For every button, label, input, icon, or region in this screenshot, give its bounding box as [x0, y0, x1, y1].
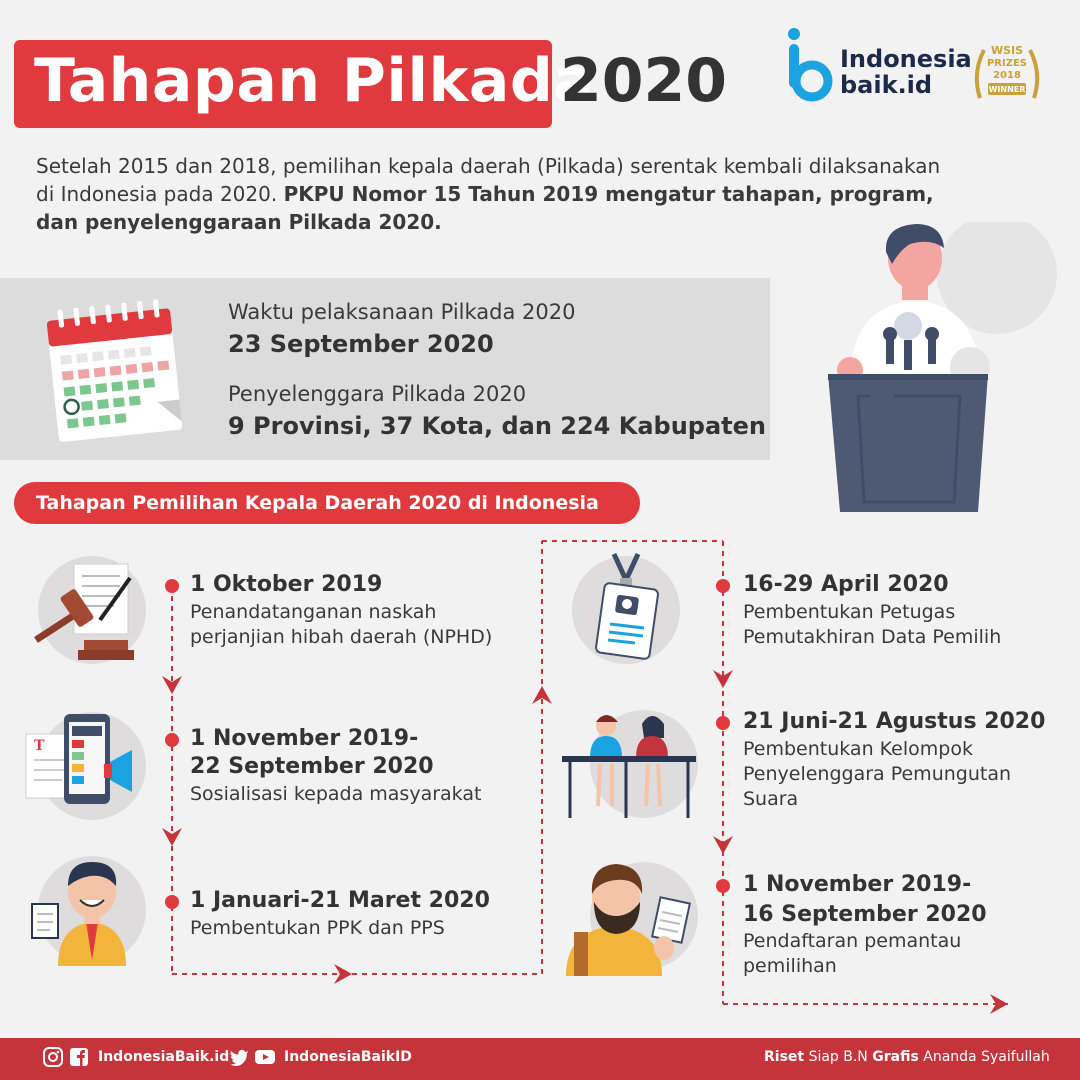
step5-desc-line3: Suara: [743, 788, 799, 810]
badge-line4: WINNER: [988, 85, 1026, 94]
step5-desc-line2: Penyelenggara Pemungutan: [743, 763, 1012, 785]
badge-line3: 2018: [993, 70, 1021, 81]
observer-icon: [564, 860, 700, 976]
step6-desc-line1: Pendaftaran pemantau: [743, 930, 962, 952]
intro-line2-plain: di Indonesia pada 2020.: [36, 182, 284, 206]
facebook-icon[interactable]: [68, 1046, 90, 1068]
footer-handle-social[interactable]: IndonesiaBaikID: [284, 1049, 412, 1065]
logo-line2: baik.id: [840, 71, 933, 99]
youtube-icon[interactable]: [254, 1046, 276, 1068]
credit-line: [764, 1049, 1050, 1065]
badge-line2: PRIZES: [986, 58, 1028, 69]
step5-dot: [716, 716, 730, 730]
step5-desc-line1: Pembentukan Kelompok: [743, 738, 973, 760]
time-label: Waktu pelaksanaan Pilkada 2020: [228, 300, 576, 324]
intro-line2: [36, 180, 1026, 208]
step5-date: 21 Juni-21 Agustus 2020: [743, 709, 1046, 734]
officers-desk-icon: [560, 708, 698, 820]
logo-text: [840, 46, 972, 98]
step2-date-line2: 22 September 2020: [190, 754, 434, 779]
indonesiabaik-logo-icon: [786, 26, 834, 106]
badge-line1: WSIS: [990, 44, 1024, 57]
credit-grafis-label: Grafis: [872, 1049, 919, 1065]
step3-desc-line1: Pembentukan PPK dan PPS: [190, 917, 445, 939]
twitter-icon[interactable]: [228, 1046, 250, 1068]
gavel-document-icon: [30, 560, 146, 664]
speaker-podium-icon: [820, 222, 1070, 522]
page-title: Tahapan Pilkada: [34, 46, 595, 116]
step2-desc-line1: Sosialisasi kepada masyarakat: [190, 783, 482, 805]
step4-date: 16-29 April 2020: [743, 572, 949, 597]
step2-date: 1 November 2019-: [190, 726, 419, 751]
step6-desc-line2: pemilihan: [743, 955, 837, 977]
credit-riset-label: Riset: [764, 1049, 805, 1065]
step3-dot: [165, 895, 179, 909]
step1-date: 1 Oktober 2019: [190, 572, 383, 597]
intro-line2-bold: PKPU Nomor 15 Tahun 2019 mengatur tahapan, program,: [283, 182, 934, 206]
time-value: 23 September 2020: [228, 330, 494, 358]
organizer-value: 9 Provinsi, 37 Kota, dan 224 Kabupaten: [228, 412, 767, 440]
footer-handle-web[interactable]: IndonesiaBaik.id: [98, 1049, 230, 1065]
step4-dot: [716, 579, 730, 593]
credit-riset-name: Siap B.N: [808, 1049, 868, 1065]
step1-dot: [165, 579, 179, 593]
wsis-badge-icon: [970, 38, 1044, 108]
logo-line1: Indonesia: [840, 45, 972, 73]
step6-date: 1 November 2019-: [743, 872, 972, 897]
step4-desc-line2: Pemutakhiran Data Pemilih: [743, 626, 1002, 648]
id-card-icon: [580, 552, 672, 660]
step1-desc-line2: perjanjian hibah daerah (NPHD): [190, 626, 493, 648]
intro-line3-bold: dan penyelenggaraan Pilkada 2020.: [36, 210, 442, 234]
phone-news-icon: [18, 712, 146, 822]
step2-dot: [165, 733, 179, 747]
step6-dot: [716, 879, 730, 893]
organizer-label: Penyelenggara Pilkada 2020: [228, 382, 527, 406]
official-man-icon: [28, 856, 146, 966]
calendar-icon: [42, 296, 190, 444]
step6-date-line2: 16 September 2020: [743, 902, 987, 927]
step4-desc-line1: Pembentukan Petugas: [743, 601, 956, 623]
step3-date: 1 Januari-21 Maret 2020: [190, 888, 490, 913]
step1-desc-line1: Penandatanganan naskah: [190, 601, 437, 623]
svg-text:T: T: [34, 738, 45, 754]
credit-grafis-name: Ananda Syaifullah: [923, 1049, 1050, 1065]
intro-line1: Setelah 2015 dan 2018, pemilihan kepala daerah (Pilkada) serentak kembali dilaksanakan: [36, 154, 941, 178]
section-title: Tahapan Pemilihan Kepala Daerah 2020 di Indonesia: [36, 492, 599, 514]
instagram-icon[interactable]: [42, 1046, 64, 1068]
page-title-year: 2020: [560, 46, 727, 116]
